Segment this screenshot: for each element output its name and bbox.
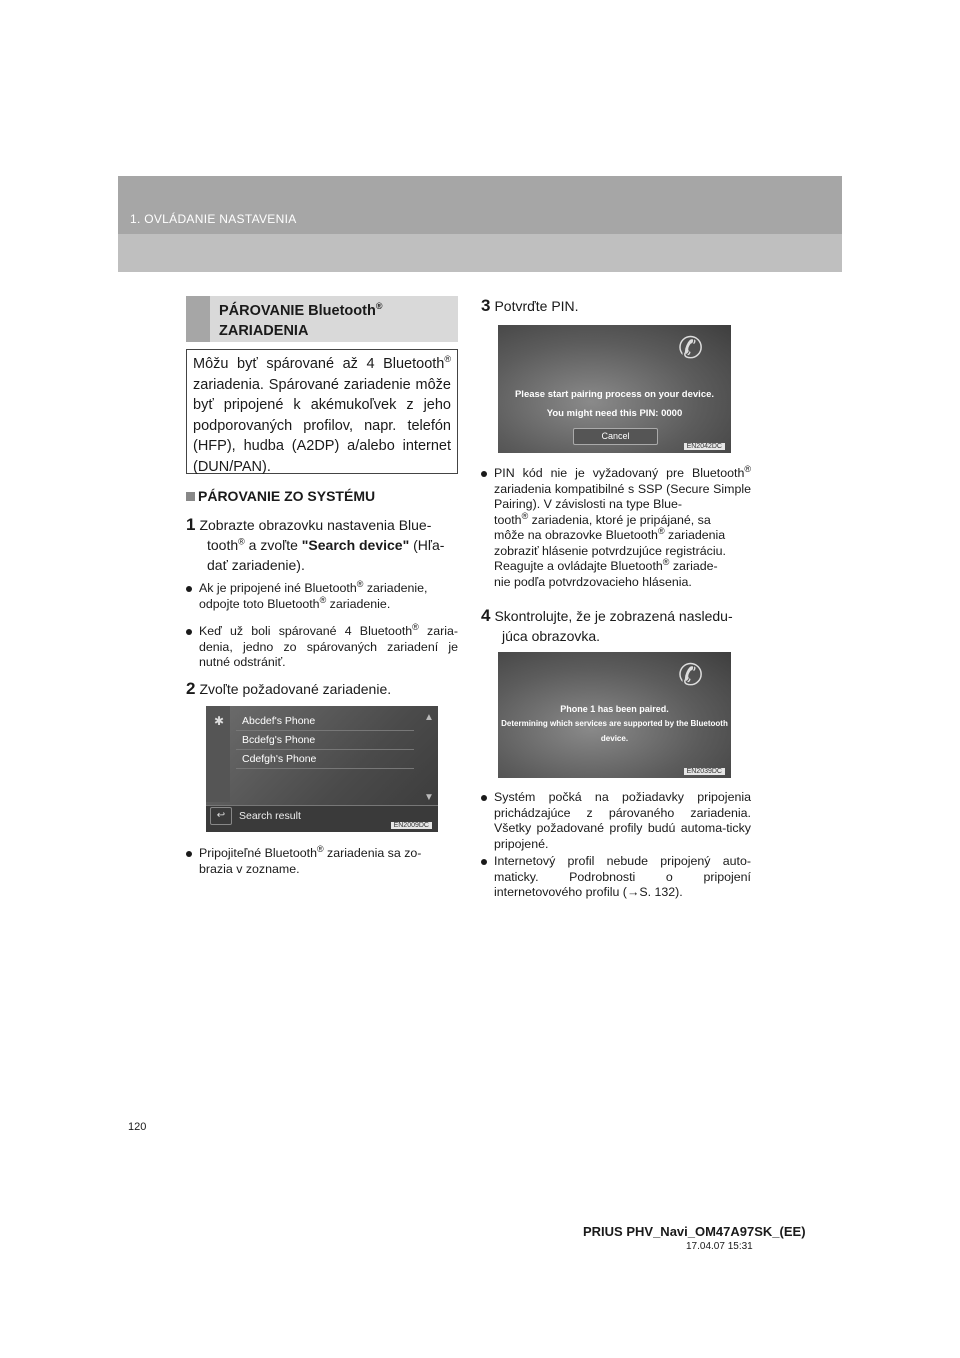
cancel-button[interactable]: Cancel bbox=[573, 428, 658, 445]
section-title: PÁROVANIE Bluetooth® ZARIADENIA bbox=[219, 301, 383, 339]
phone-icon: ✆ bbox=[678, 659, 704, 692]
back-icon[interactable]: ↩ bbox=[210, 807, 232, 825]
bullet-2: Keď už boli spárované 4 Bluetooth® zaria- denia, jedno zo spárovaných zariadení je nutné odstrániť. bbox=[186, 624, 458, 671]
device-list-screenshot bbox=[206, 706, 438, 832]
device-item[interactable]: Abcdef's Phone bbox=[236, 712, 414, 731]
bluetooth-icon: ✱ bbox=[214, 714, 225, 728]
search-result-label: Search result bbox=[239, 810, 301, 822]
paired-screenshot bbox=[498, 652, 731, 778]
step-2: 2 Zvoľte požadované zariadenie. bbox=[186, 679, 392, 698]
phone-icon: ✆ bbox=[678, 332, 704, 365]
services-message: Determining which services are supported by the Bluetooth bbox=[501, 719, 728, 728]
pin-screenshot bbox=[498, 325, 731, 453]
chapter-title: 1. OVLÁDANIE NASTAVENIA bbox=[130, 212, 297, 226]
step-3: 3 Potvrďte PIN. bbox=[481, 296, 579, 315]
bullet-1: Ak je pripojené iné Bluetooth® zariadenie, odpojte toto Bluetooth® zariadenie. bbox=[186, 581, 458, 612]
step-1: 1 Zobrazte obrazovku nastavenia Blue- tooth® a zvoľte "Search device" (Hľa- dať zariadenie). bbox=[186, 515, 445, 573]
paired-message: Phone 1 has been paired. bbox=[560, 704, 669, 714]
bullet-3: Pripojiteľné Bluetooth® zariadenia sa zo- brazia v zozname. bbox=[186, 846, 458, 877]
step-4: 4 Skontrolujte, že je zobrazená nasledu- júca obrazovka. bbox=[481, 606, 733, 644]
image-code: EN2042DC bbox=[684, 443, 725, 450]
section-title-bar bbox=[186, 296, 210, 342]
bullet-4: PIN kód nie je vyžadovaný pre Bluetooth® zariadenia kompatibilné s SSP (Secure Simple Pairing). V závislosti na type Blue- tooth® zariadenia, ktoré je pripájané, sa môže na obrazovke Bluetooth® zariadenia zobraziť hlásenie potvrdzujúce registráciu. Reagujte a ovládajte Bluetooth® zariade- nie podľa potvrdzovacieho hlásenia. bbox=[481, 466, 751, 590]
page-number: 120 bbox=[128, 1121, 147, 1133]
device-item[interactable]: Bcdefg's Phone bbox=[236, 731, 414, 750]
subsection-title: PÁROVANIE ZO SYSTÉMU bbox=[186, 488, 375, 504]
document-id: PRIUS PHV_Navi_OM47A97SK_(EE) bbox=[583, 1224, 806, 1239]
pairing-message: Please start pairing process on your device. bbox=[514, 389, 715, 400]
image-code: EN2039DC bbox=[684, 768, 725, 775]
scroll-up-icon[interactable]: ▲ bbox=[424, 712, 434, 723]
info-box: Môžu byť spárované až 4 Bluetooth® zariadenia. Spárované zariadenie môže byť pripojené k akémukoľvek z jeho podporovaných profilov, napr. telefón (HFP), hudba (A2DP) a/alebo internet (DUN/PAN). bbox=[186, 349, 458, 474]
bullet-5: Systém počká na požiadavky pripojenia prichádzajúce z párovaného zariadenia. Všetky požadované profily budú automa-ticky pripojené. bbox=[481, 790, 751, 852]
scroll-down-icon[interactable]: ▼ bbox=[424, 792, 434, 803]
services-message-end: device. bbox=[600, 734, 629, 743]
image-code: EN2009DC bbox=[391, 822, 432, 829]
pin-message: You might need this PIN: 0000 bbox=[546, 408, 683, 419]
print-stamp: 17.04.07 15:31 bbox=[686, 1241, 753, 1252]
device-item[interactable]: Cdefgh's Phone bbox=[236, 750, 414, 769]
bullet-6: Internetový profil nebude pripojený auto-maticky. Podrobnosti o pripojení internetovového profilu (→S. 132). bbox=[481, 854, 751, 901]
